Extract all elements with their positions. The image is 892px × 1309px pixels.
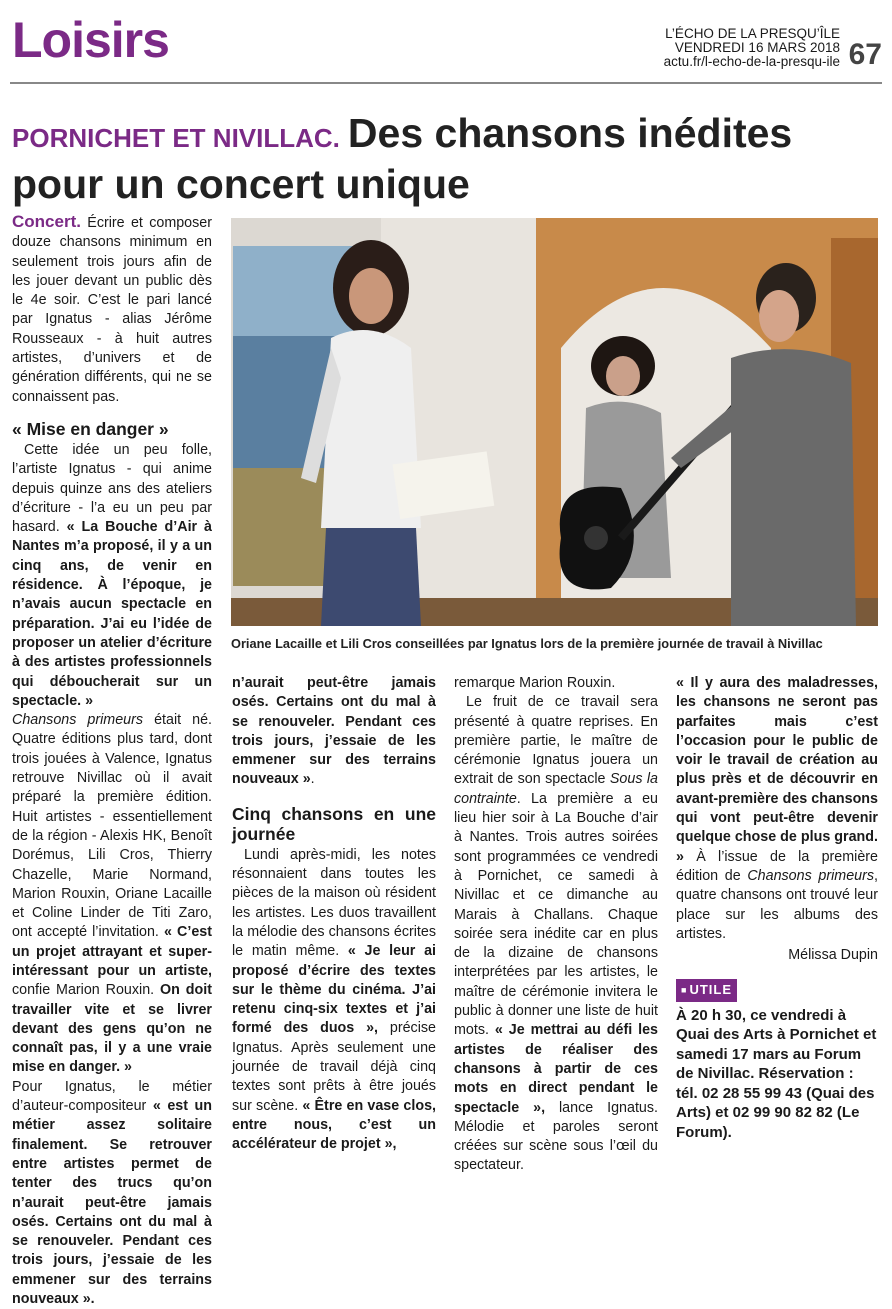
paragraph-3: Chansons primeurs était né. Quatre éditions plus tard, dont trois jouées à Valence, Ignatus retrouve Nivillac où il avait préparé la première édition. Huit artistes - essentiellement de la région - Alexis HK, Benoît Dorémus, Lili Cros, Thierry Chazelle, Marie Normand, Marion Rouxin, Oriane Lacaille et Coline Linder de Titi Zaro, ont accepté l’invitation. « C’est un projet attrayant et super-intéressant pour un artiste, confie Marion Rouxin. On doit travailler vite et se livrer devant des gens qu’on ne connaît pas, il y a une vraie mise en danger. » xyxy=(12,712,212,1076)
issue-date: VENDREDI 16 MARS 2018 xyxy=(674,40,840,55)
lead-label: Concert. xyxy=(12,212,81,231)
lead-paragraph: Concert. Écrire et composer douze chansons minimum en seulement trois jours afin de les jouer devant un public dès le 4e soir. C’est le pari lancé par Ignatus - alias Jérôme Rousseaux - à huit autres artistes, d’univers et de génération différents, qui ne se connaissent pas. xyxy=(12,212,212,405)
practical-info-text: À 20 h 30, ce vendredi à Quai des Arts à Pornichet et samedi 17 mars au Forum de Nivillac. Réservation : tél. 02 28 55 99 43 (Quai des Arts) et 02 99 90 82 82 (Le Forum). xyxy=(676,1006,877,1141)
headline-title: Des chansons inédites pour un concert unique xyxy=(12,110,793,207)
headline xyxy=(12,110,862,207)
article-column-4 xyxy=(676,674,878,1142)
article-column-3 xyxy=(454,674,658,1176)
subhead-mise-en-danger: « Mise en danger » xyxy=(12,418,169,439)
paragraph-4: Pour Ignatus, le métier d’auteur-compositeur « est un métier assez solitaire finalement. Se retrouver entre artistes permet de tenter des trucs qu’on n’aurait peut-être jamais osés. Certains ont du mal à se renouveler. Pendant ces trois jours, j’essaie de les emmener sur des terrains nouveaux ». xyxy=(12,1078,212,1308)
subhead-cinq-chansons: Cinq chansons en une journée xyxy=(232,803,436,844)
article-column-1 xyxy=(12,212,212,1309)
newspaper-name: L’ÉCHO DE LA PRESQU’ÎLE xyxy=(665,26,840,41)
paragraph-5: Lundi après-midi, les notes résonnaient dans toutes les pièces de la maison où résident les artistes. Les duos travaillent la mélodie des chansons écrites le matin même. « Je leur ai proposé d’écrire des textes sur le thème du cinéma. J’ai retenu cinq-six textes et j’ai formé des duos », précise Ignatus. Après seulement une journée de travail déjà cinq textes sont prêts à être joués sur scène. « Être en vase clos, entre nous, c’est un accélérateur de projet », xyxy=(232,846,436,1153)
author-signature: Mélissa Dupin xyxy=(788,947,878,964)
paragraph-6: Le fruit de ce travail sera présenté à quatre reprises. En première partie, le maître de cérémonie Ignatus jouera un extrait de son spectacle Sous la contrainte. La première a eu lieu hier soir à La Bouche d’air à Nantes. Trois autres soirées sont programmées ce vendredi à Pornichet, ce samedi à Nivillac et ce dimanche au Marais à Challans. Chaque soirée sera inédite car en plus de la dizaine de chansons interprétées par les artistes, le maître de cérémonie invitera le public à donner une liste de huit mots. « Je mettrai au défi les artistes de réaliser des chansons à partir de ces mots en direct pendant le spectacle », lance Ignatus. Mélodie et paroles seront créées sur scène sous l’œil du spectateur. xyxy=(454,694,658,1174)
practical-info-box xyxy=(676,979,878,1142)
column-2-continuation: n’aurait peut-être jamais osés. Certains ont du mal à se renouveler. Pendant ces trois jours, j’essaie de les emmener sur des terrains nouveaux ». xyxy=(232,675,436,788)
headline-kicker: PORNICHET ET NIVILLAC. xyxy=(12,123,340,153)
article-column-2 xyxy=(232,674,436,1155)
photo-caption: Oriane Lacaille et Lili Cros conseillées par Ignatus lors de la première journée de travail à Nivillac xyxy=(231,636,823,651)
page-number: 67 xyxy=(848,38,882,71)
paragraph-5-end: remarque Marion Rouxin. xyxy=(454,675,616,691)
header-divider xyxy=(10,82,882,84)
utile-label: ■ UTILE xyxy=(676,979,737,1001)
paragraph-6-end: « Il y aura des maladresses, les chansons ne seront pas parfaites mais c’est l’occasion pour le public de voir le travail de création au plus près et de découvrir en avant-première des chansons qui vont peut-être devenir quelque chose de plus grand. » À l’issue de la première édition de Chansons primeurs, quatre chansons ont trouvé leur place sur les albums des artistes. xyxy=(676,675,878,942)
article-photo xyxy=(231,218,878,626)
website-url[interactable]: actu.fr/l-echo-de-la-presqu-ile xyxy=(663,54,840,69)
section-label: Loisirs xyxy=(12,12,169,68)
paragraph-2: Cette idée un peu folle, l’artiste Ignatus - qui anime depuis quinze ans des ateliers d’écriture - l’a eu un peu par hasard. « La Bouche d’Air à Nantes m’a proposé, il y a un cinq ans, de venir en résidence. À l’époque, je n’avais aucun spectacle en préparation. J’ai eu l’idée de proposer un atelier d’écriture à des artistes professionnels qui déboucherait sur un spectacle. » xyxy=(12,441,212,709)
masthead xyxy=(664,27,840,69)
photo-illustration xyxy=(231,218,878,626)
